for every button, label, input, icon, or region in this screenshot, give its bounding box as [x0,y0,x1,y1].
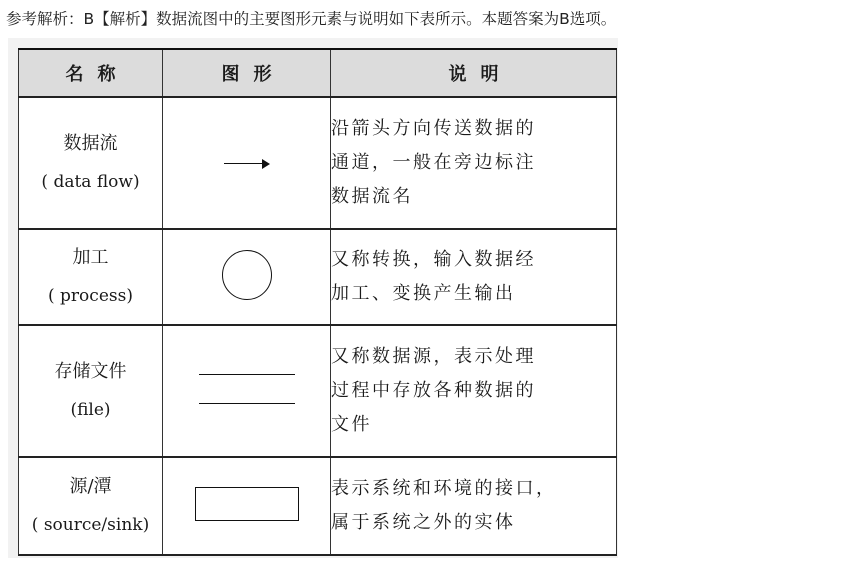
header-name: 名称 [19,49,163,97]
circle-icon [222,250,272,300]
dfd-elements-table [18,48,617,556]
answer-explanation-text: 参考解析：B【解析】数据流图中的主要图形元素与说明如下表所示。本题答案为B选项。 [6,10,617,28]
table-row [19,325,617,457]
element-name-zh: 数据流 [63,133,118,154]
description-line: 加工、变换产生输出 [331,283,516,304]
double-line-icon [199,374,295,404]
element-name-zh: 源/潭 [69,476,112,497]
element-description-cell [331,229,617,325]
rectangle-icon [195,487,299,521]
element-name-cell [19,97,163,229]
element-shape-cell [163,229,331,325]
element-name-zh: 存储文件 [54,361,127,382]
element-description-cell [331,457,617,555]
arrow-icon [224,159,270,169]
description-line: 沿箭头方向传送数据的 [331,118,536,139]
description-line: 过程中存放各种数据的 [331,380,536,401]
description-line: 数据流名 [331,186,413,207]
description-line: 属于系统之外的实体 [331,512,516,533]
description-line: 文件 [331,414,372,435]
element-description-cell [331,97,617,229]
element-name-cell [19,325,163,457]
description-line: 又称转换，输入数据经 [331,249,536,270]
element-shape-cell [163,457,331,555]
table-row [19,97,617,229]
description-line: 又称数据源，表示处理 [331,346,536,367]
element-shape-cell [163,325,331,457]
element-name-cell [19,457,163,555]
table-row [19,229,617,325]
table-header-row [19,49,617,97]
element-name-cell [19,229,163,325]
element-description-cell [331,325,617,457]
description-line: 表示系统和环境的接口， [331,478,557,499]
element-name-en: ( data flow) [41,172,140,192]
element-name-en: ( process) [48,286,133,306]
header-shape: 图形 [163,49,331,97]
element-name-en: (file) [70,400,111,420]
element-name-en: ( source/sink) [31,515,150,535]
table-row [19,457,617,555]
element-shape-cell [163,97,331,229]
element-name-zh: 加工 [72,247,109,268]
header-description: 说明 [331,49,617,97]
description-line: 通道，一般在旁边标注 [331,152,536,173]
